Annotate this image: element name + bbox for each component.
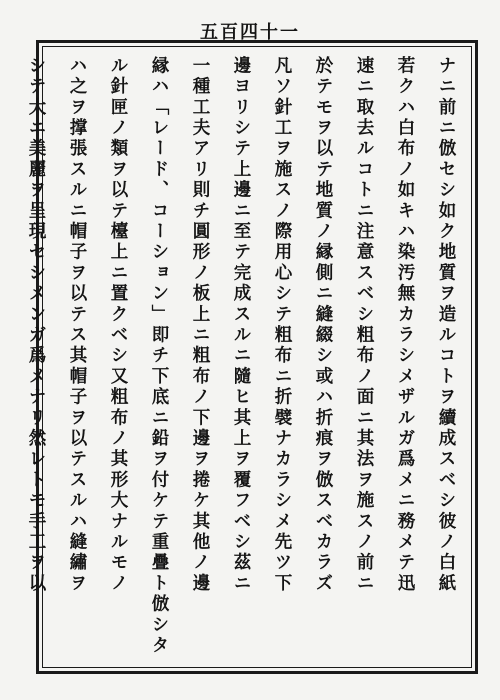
page-number: 五百四十一 <box>200 22 300 43</box>
text-line: 凡ソ針工ヲ施スノ際用心シテ粗布ニ折襞ナカラシメ先ツ下 <box>272 56 292 595</box>
text-line: 縁ハ「レード、コーション」即チ下底ニ鉛ヲ付ケテ重疊ト倣シタ <box>149 56 169 657</box>
text-line: 於テモヲ以テ地質ノ縁側ニ縫綴シ或ハ折痕ヲ倣スベカラズ <box>313 56 333 595</box>
text-line: ハ之ヲ撑張スルニ帽子ヲ以テス其帽子ヲ以テスルハ縫繡ヲ <box>67 56 87 595</box>
text-line: 一種工夫アリ則チ圓形ノ板上ニ粗布ノ下邊ヲ捲ケ其他ノ邊 <box>190 56 210 595</box>
text-line: 若クハ白布ノ如キハ染汚無カラシメザルガ爲メニ務メテ迅 <box>395 56 415 595</box>
body-text <box>26 56 466 660</box>
text-line: 邊ヨリシテ上邊ニ至テ完成スルニ隨ヒ其上ヲ覆フベシ茲ニ <box>231 56 251 595</box>
text-line: シテ大ニ美麗ヲ呈現セシメンガ爲メナリ然レトモ手工ヲ以 <box>26 56 46 595</box>
text-line: ナニ前ニ倣セシ如ク地質ヲ造ルコトヲ續成スベシ彼ノ白紙 <box>436 56 456 595</box>
text-line: 速ニ取去ルコトニ注意スベシ粗布ノ面ニ其法ヲ施スノ前ニ <box>354 56 374 595</box>
text-line: ル針匣ノ類ヲ以テ檯上ニ置クベシ又粗布ノ其形大ナルモノ <box>108 56 128 595</box>
